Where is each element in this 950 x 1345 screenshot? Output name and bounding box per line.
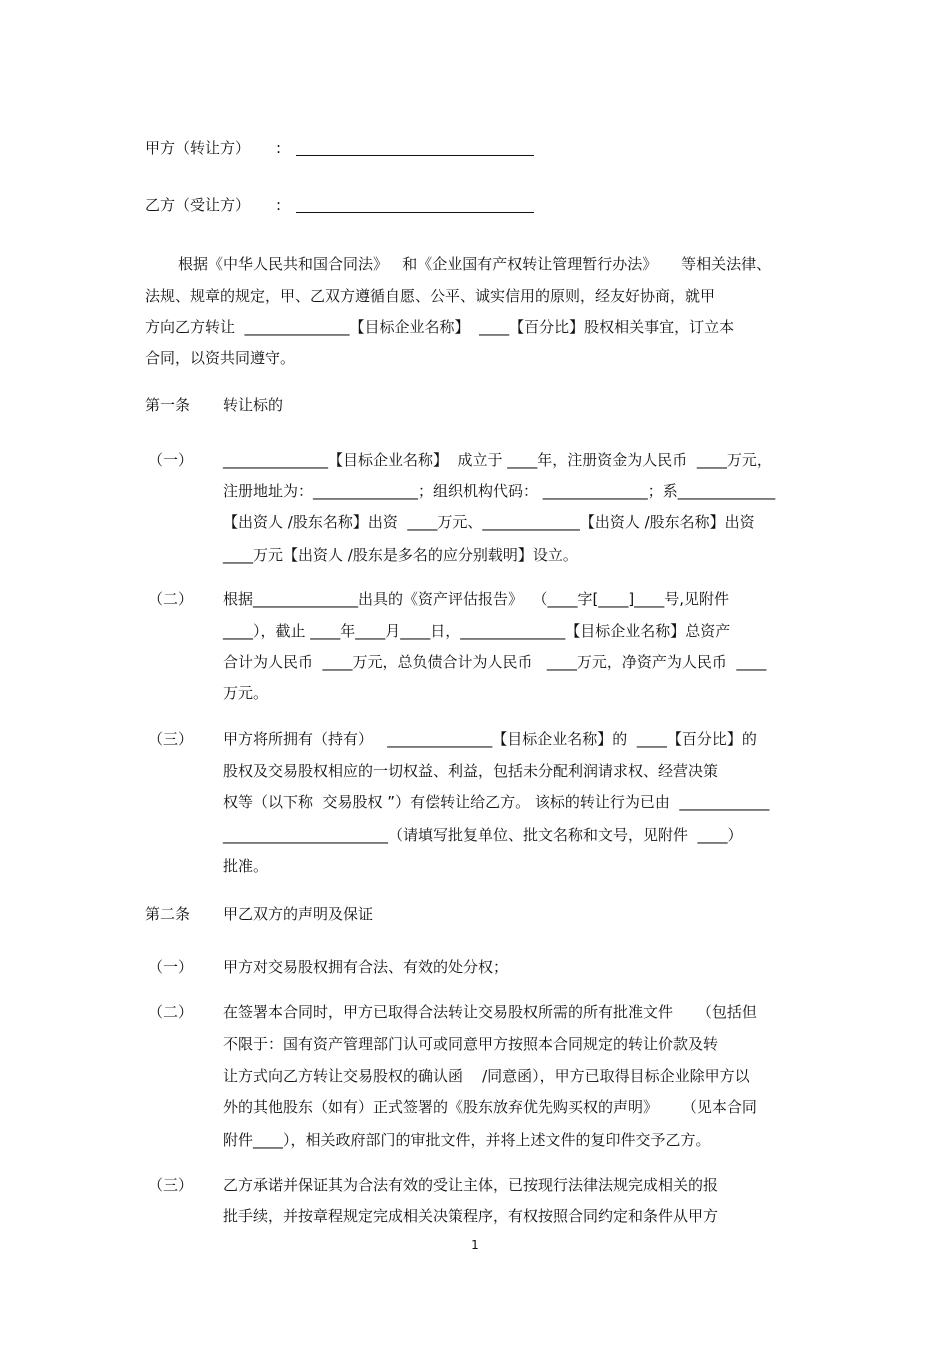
article-1-item-line: ____万元【出资人 /股东是多名的应分别载明】设立。 [223,546,578,564]
intro-line: 法规、规章的规定，甲、乙双方遵循自愿、公平、诚实信用的原则，经友好协商，就甲 [145,287,716,305]
article-1-item-line: 股权及交易股权相应的一切权益、利益，包括未分配利润请求权、经营决策 [223,762,719,780]
article-2-item-line: 附件____），相关政府部门的审批文件，并将上述文件的复印件交予乙方。 [223,1131,711,1149]
article-1-item-line: 权等（以下称 交易股权 ”）有偿转让给乙方。 该标的转让行为已由 ____________ [223,793,770,811]
party-a-label: 甲方（转让方） [145,139,251,157]
article-2-item-line: 不限于：国有资产管理部门认可或同意甲方按照本合同规定的转让价款及转 [223,1035,719,1053]
article-1-item-line: 批准。 [223,857,269,875]
party-b-label: 乙方（受让方） [145,196,251,214]
party-a-colon: : [276,139,282,157]
article-1-title: 转让标的 [223,396,284,414]
article-1-item-line: 甲方将所拥有（持有） ______________【目标企业名称】的 ____【百分比】的 [223,730,757,748]
article-1-number: 第一条 [145,396,191,414]
article-2-item-line: 乙方承诺并保证其为合法有效的受让主体，已按现行法律法规完成相关的报 [223,1176,719,1194]
article-2-item-number: （三） [148,1176,194,1194]
party-b-colon: : [276,196,282,214]
article-2-item-line: 在签署本合同时，甲方已取得合法转让交易股权所需的所有批准文件 （包括但 [223,1003,757,1021]
article-1-item-line: 【出资人 /股东名称】出资 ____万元、_____________【出资人 /股东名称】出资 [223,513,755,531]
article-1-item-line: 万元。 [223,684,269,702]
page-number: 1 [471,1238,479,1252]
intro-line: 合同，以资共同遵守。 [145,349,296,367]
article-1-item-line: 根据______________出具的《资产评估报告》 （____字[____]____号,见附件 [223,590,730,608]
article-1-item-line: 合计为人民币 ____万元，总负债合计为人民币 ____万元，净资产为人民币 ____ [223,653,767,671]
article-2-item-number: （一） [148,958,194,976]
article-1-item-line: ______________________（请填写批复单位、批文名称和文号，见附件 ____） [223,826,743,844]
article-2-item-line: 外的其他股东（如有）正式签署的《股东放弃优先购买权的声明》 （见本合同 [223,1098,757,1116]
article-1-item-line: ______________【目标企业名称】 成立于 ____年，注册资金为人民币 ____万元， [223,451,772,469]
article-1-item-number: （二） [148,590,194,608]
article-1-item-number: （一） [148,451,194,469]
party-a-blank-line [296,155,534,156]
intro-line: 方向乙方转让 ______________【目标企业名称】 ____【百分比】股权相关事宜，订立本 [145,318,735,336]
article-2-title: 甲乙双方的声明及保证 [223,905,374,923]
article-2-item-line: 让方式向乙方转让交易股权的确认函 /同意函），甲方已取得目标企业除甲方以 [223,1067,750,1085]
article-2-item-number: （二） [148,1003,194,1021]
article-2-item-line: 甲方对交易股权拥有合法、有效的处分权； [223,958,509,976]
article-2-item-line: 批手续，并按章程规定完成相关决策程序，有权按照合同约定和条件从甲方 [223,1207,719,1225]
article-1-item-line: ____），截止 ____年____月____日，______________【目标企业名称】总资产 [223,622,731,640]
article-1-item-line: 注册地址为：______________；组织机构代码： ______________；系_____________ [223,482,776,500]
party-b-blank-line [296,212,534,213]
article-1-item-number: （三） [148,730,194,748]
intro-line: 根据《中华人民共和国合同法》 和《企业国有产权转让管理暂行办法》 等相关法律、 [178,255,772,273]
article-2-number: 第二条 [145,905,191,923]
